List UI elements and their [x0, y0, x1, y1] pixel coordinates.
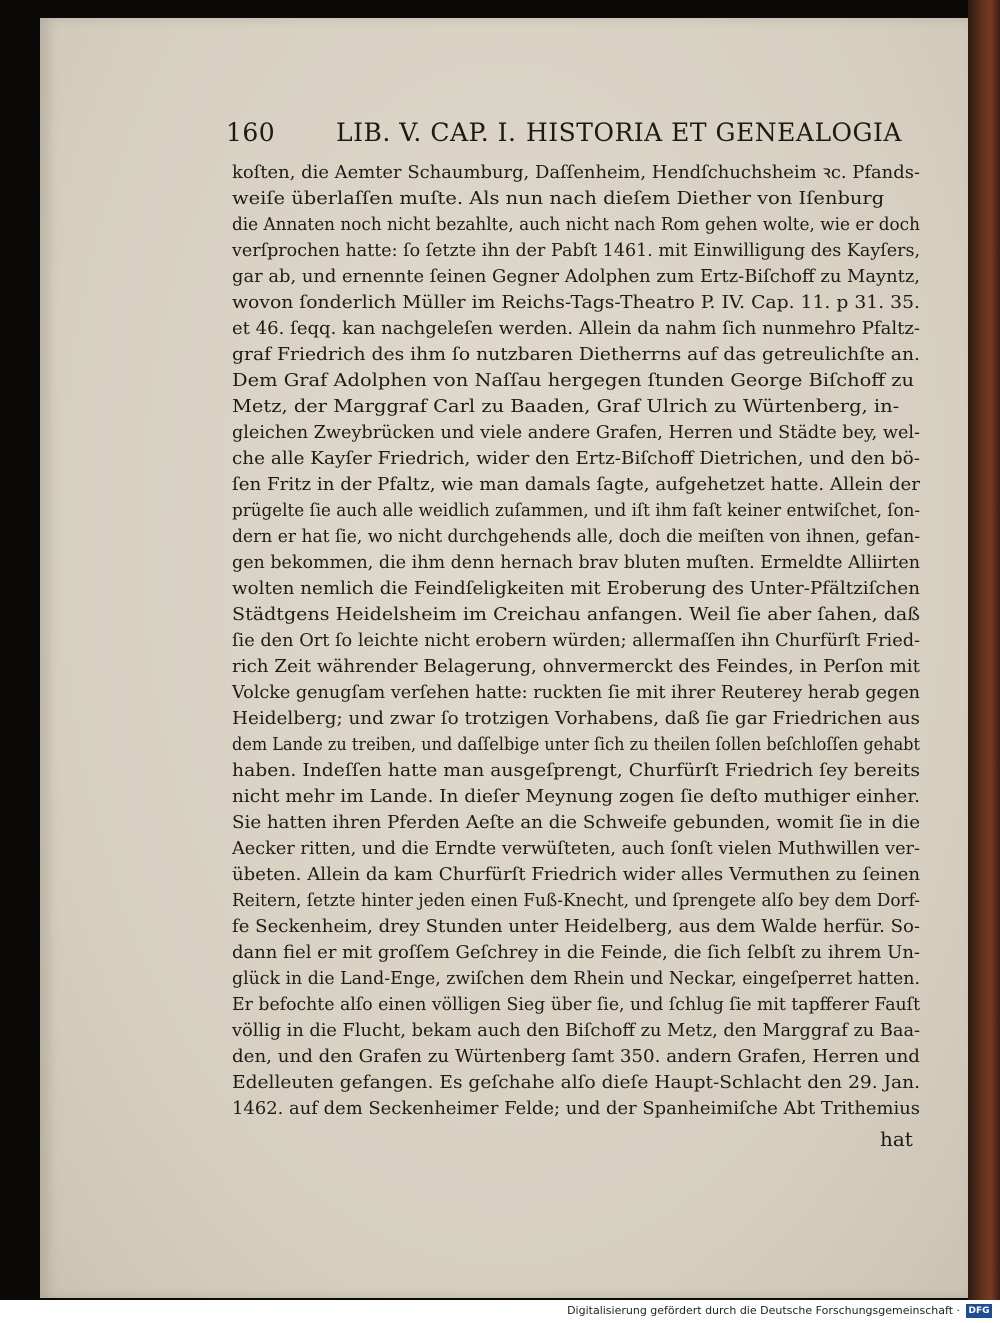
text-line-content: Metz, der Marggraf Carl zu Baaden, Graf Ulrich zu Würtenberg, in-	[232, 396, 900, 417]
text-line	[232, 498, 924, 524]
text-line	[232, 888, 924, 914]
text-line-content: Heidelberg; und zwar ſo trotzigen Vorhabens, daß ſie gar Friedrichen aus	[232, 708, 920, 729]
text-line	[232, 784, 924, 810]
text-line-content: ſen Fritz in der Pfaltz, wie man damals ſagte, aufgehetzet hatte. Allein der	[232, 474, 920, 495]
book-edge	[968, 0, 1000, 1300]
page-number: 160	[226, 118, 276, 147]
text-line	[232, 160, 924, 186]
text-line	[232, 472, 924, 498]
text-line	[232, 238, 924, 264]
text-line-content: übeten. Allein da kam Churfürſt Friedrich wider alles Vermuthen zu ſeinen	[232, 864, 921, 885]
text-line-content: gleichen Zweybrücken und viele andere Grafen, Herren und Städte bey, wel-	[232, 422, 920, 443]
text-line	[232, 368, 924, 394]
text-line	[232, 628, 924, 654]
text-line	[232, 732, 924, 758]
text-line	[232, 524, 924, 550]
text-line-content: gen bekommen, die ihm denn hernach brav bluten muſten. Ermeldte Alliirten	[232, 552, 921, 573]
text-line-content: graf Friedrich des ihm ſo nutzbaren Dietherrns auf das getreulichſte an.	[232, 344, 920, 365]
running-title: HISTORIA ET GENEALOGIA	[526, 118, 902, 147]
body-text	[232, 160, 924, 1122]
text-line	[232, 290, 924, 316]
text-line	[232, 342, 924, 368]
book-chapter: LIB. V. CAP. I.	[336, 118, 517, 147]
text-line-content: Aecker ritten, und die Erndte verwüſteten, auch ſonſt vielen Muthwillen ver-	[232, 838, 920, 859]
text-line-content: die Annaten noch nicht bezahlte, auch nicht nach Rom gehen wolte, wie er doch	[232, 214, 920, 235]
text-line-content: Dem Graf Adolphen von Naſſau hergegen ſtunden George Biſchoff zu	[232, 370, 915, 391]
text-line-content: Städtgens Heidelsheim im Creichau anfangen. Weil ſie aber ſahen, daß	[232, 604, 921, 625]
text-line-content: haben. Indeſſen hatte man ausgeſprengt, Churfürſt Friedrich ſey bereits	[232, 760, 920, 781]
text-line-content: den, und den Grafen zu Würtenberg ſamt 350. andern Grafen, Herren und	[232, 1046, 920, 1067]
text-line	[232, 1096, 924, 1122]
text-line-content: glück in die Land-Enge, zwiſchen dem Rhein und Neckar, eingeſperret hatten.	[232, 968, 920, 989]
text-line	[232, 212, 924, 238]
text-line	[232, 576, 924, 602]
text-line-content: wovon ſonderlich Müller im Reichs-Tags-Theatro P. IV. Cap. 11. p 31. 35.	[232, 292, 920, 313]
text-line	[232, 992, 924, 1018]
text-line	[232, 966, 924, 992]
text-line-content: dann fiel er mit groſſem Geſchrey in die Feinde, die ſich ſelbſt zu ihrem Un-	[232, 942, 920, 963]
text-line-content: koſten, die Aemter Schaumburg, Daſſenheim, Hendſchuchsheim ꝛc. Pfands-	[232, 162, 920, 183]
text-line	[232, 446, 924, 472]
text-line-content: rich Zeit währender Belagerung, ohnvermerckt des Feindes, in Perſon mit	[232, 656, 920, 677]
text-line-content: wolten nemlich die Feindſeligkeiten mit Eroberung des Unter-Pfältziſchen	[232, 578, 920, 599]
text-line	[232, 420, 924, 446]
text-line-content: Edelleuten gefangen. Es geſchahe alſo dieſe Haupt-Schlacht den 29. Jan.	[232, 1072, 921, 1093]
text-line	[232, 914, 924, 940]
text-line-content: et 46. ſeqq. kan nachgeleſen werden. Allein da nahm ſich nunmehro Pfaltz-	[232, 318, 920, 339]
text-line-content: 1462. auf dem Seckenheimer Felde; und der Spanheimiſche Abt Trithemius	[232, 1098, 921, 1119]
text-line-content: Er befochte alſo einen völligen Sieg über ſie, und ſchlug ſie mit tapfferer Fauſt	[232, 994, 921, 1015]
text-line	[232, 940, 924, 966]
text-line-content: Volcke genugſam verſehen hatte: ruckten ſie mit ihrer Reuterey herab gegen	[232, 682, 920, 703]
text-line	[232, 862, 924, 888]
text-line	[232, 186, 924, 212]
text-line	[232, 394, 924, 420]
text-line-content: ſie den Ort ſo leichte nicht erobern würden; allermaſſen ihn Churfürſt Fried-	[232, 630, 921, 651]
text-line	[232, 264, 924, 290]
text-line	[232, 680, 924, 706]
text-line-content: Reitern, ſetzte hinter jeden einen Fuß-Knecht, und ſprengete alſo bey dem Dorf-	[232, 890, 921, 911]
text-line-content: dern er hat ſie, wo nicht durchgehends alle, doch die meiſten von ihnen, gefan-	[232, 526, 921, 547]
text-line-content: che alle Kayſer Friedrich, wider den Ertz-Biſchoff Dietrichen, und den bö-	[232, 448, 920, 469]
text-line	[232, 550, 924, 576]
text-line	[232, 706, 924, 732]
text-line-content: verſprochen hatte: ſo ſetzte ihn der Pabſt 1461. mit Einwilligung des Kayſers,	[232, 240, 921, 261]
text-line	[232, 810, 924, 836]
text-line-content: fe Seckenheim, drey Stunden unter Heidelberg, aus dem Walde herfür. So-	[232, 916, 921, 937]
text-line	[232, 1044, 924, 1070]
text-line	[232, 316, 924, 342]
footer-bar	[0, 1300, 1000, 1323]
funding-credit: Digitalisierung gefördert durch die Deutsche Forschungsgemeinschaft ·	[567, 1304, 960, 1317]
text-line-content: Sie hatten ihren Pferden Aeſte an die Schweife gebunden, womit ſie in die	[232, 812, 921, 833]
text-line-content: weiſe überlaſſen muſte. Als nun nach dieſem Diether von Iſenburg	[232, 188, 885, 209]
text-line	[232, 654, 924, 680]
text-line-content: völlig in die Flucht, bekam auch den Biſchoff zu Metz, den Marggraf zu Baa-	[232, 1020, 920, 1041]
text-line-content: dem Lande zu treiben, und daſſelbige unter ſich zu theilen ſollen beſchloſſen gehabt	[232, 734, 920, 755]
running-header	[226, 118, 902, 152]
text-line	[232, 758, 924, 784]
text-line-content: gar ab, und ernennte ſeinen Gegner Adolphen zum Ertz-Biſchoff zu Mayntz,	[232, 266, 920, 287]
dfg-logo: DFG	[966, 1304, 992, 1318]
text-line	[232, 1070, 924, 1096]
text-line	[232, 602, 924, 628]
text-line	[232, 1018, 924, 1044]
text-line-content: nicht mehr im Lande. In dieſer Meynung zogen ſie deſto muthiger einher.	[232, 786, 921, 807]
text-line-content: prügelte ſie auch alle weidlich zuſammen, und iſt ihm faſt keiner entwiſchet, ſon-	[232, 500, 921, 521]
catchword: hat	[880, 1127, 913, 1151]
text-line	[232, 836, 924, 862]
